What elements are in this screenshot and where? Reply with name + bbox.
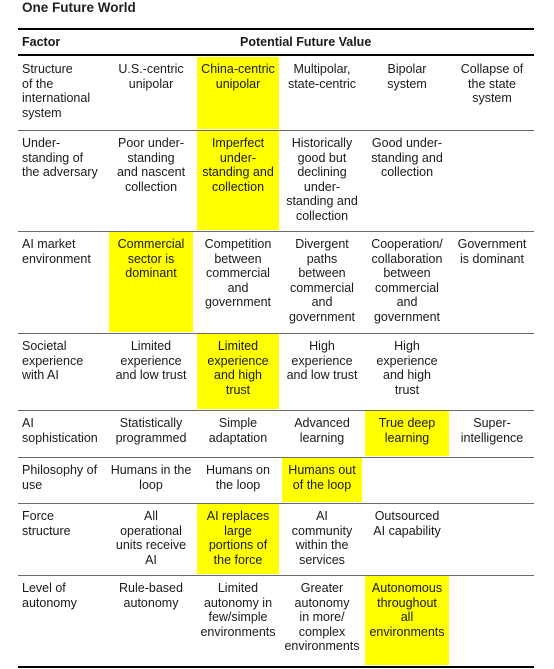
value-cell: Greater autonomy in more/ complex environments [284, 581, 360, 654]
value-cell: Humans on the loop [206, 463, 270, 492]
value-cell: AI community within the services [291, 509, 353, 567]
value-cell: Statistically programmed [115, 416, 187, 445]
value-cell-selected: Humans out of the loop [288, 463, 356, 492]
value-cell: Super- intelligence [460, 416, 524, 445]
row-divider [18, 410, 534, 411]
value-cell-selected: China-centric unipolar [201, 62, 275, 91]
value-cell: Rule-based autonomy [119, 581, 183, 610]
value-cell: Limited experience and low trust [115, 339, 187, 383]
factor-label: AI sophistication [22, 416, 98, 445]
factor-label: Philosophy of use [22, 463, 98, 492]
value-cell: Bipolar system [387, 62, 427, 91]
factor-label: AI market environment [22, 237, 91, 266]
header-factor: Factor [22, 35, 61, 49]
value-cell: Simple adaptation [208, 416, 268, 445]
value-cell: Advanced learning [294, 416, 350, 445]
value-cell: Divergent paths between commercial and government [288, 237, 355, 324]
factor-label: Force structure [22, 509, 71, 538]
value-cell: Limited autonomy in few/simple environments [200, 581, 276, 639]
value-cell: Historically good but declining under- standing and collection [286, 136, 358, 223]
value-cell: U.S.-centric unipolar [118, 62, 184, 91]
value-cell-selected: True deep learning [378, 416, 436, 445]
value-cell: Cooperation/ collaboration between commercial and government [371, 237, 443, 324]
value-cell: Outsourced AI capability [373, 509, 441, 538]
row-divider [18, 231, 534, 232]
factor-label: Structure of the international system [22, 62, 91, 120]
row-divider [18, 457, 534, 458]
page-title: One Future World [22, 0, 136, 15]
header-rule [18, 54, 534, 56]
factor-label: Level of autonomy [22, 581, 77, 610]
value-cell: Good under- standing and collection [371, 136, 443, 180]
value-cell: Poor under- standing and nascent collection [116, 136, 186, 194]
value-cell: Humans in the loop [110, 463, 192, 492]
value-cell-selected: Limited experience and high trust [207, 339, 269, 397]
value-cell: All operational units receive AI [115, 509, 187, 567]
header-potential-future-value: Potential Future Value [240, 35, 372, 49]
value-cell-selected: Commercial sector is dominant [117, 237, 185, 281]
value-cell: High experience and high trust [376, 339, 438, 397]
value-cell: High experience and low trust [286, 339, 358, 383]
row-divider [18, 575, 534, 576]
value-cell: Government is dominant [457, 237, 527, 266]
value-cell: Collapse of the state system [460, 62, 524, 106]
value-cell: Multipolar, state-centric [287, 62, 357, 91]
value-cell-selected: Autonomous throughout all environments [369, 581, 445, 639]
factor-label: Under- standing of the adversary [22, 136, 98, 180]
value-cell-selected: AI replaces large portions of the force [206, 509, 270, 567]
value-cell: Competition between commercial and government [204, 237, 272, 310]
top-rule [18, 28, 534, 30]
value-cell-selected: Imperfect under- standing and collection [202, 136, 274, 194]
factor-label: Societal experience with AI [22, 339, 84, 383]
row-divider [18, 666, 534, 668]
